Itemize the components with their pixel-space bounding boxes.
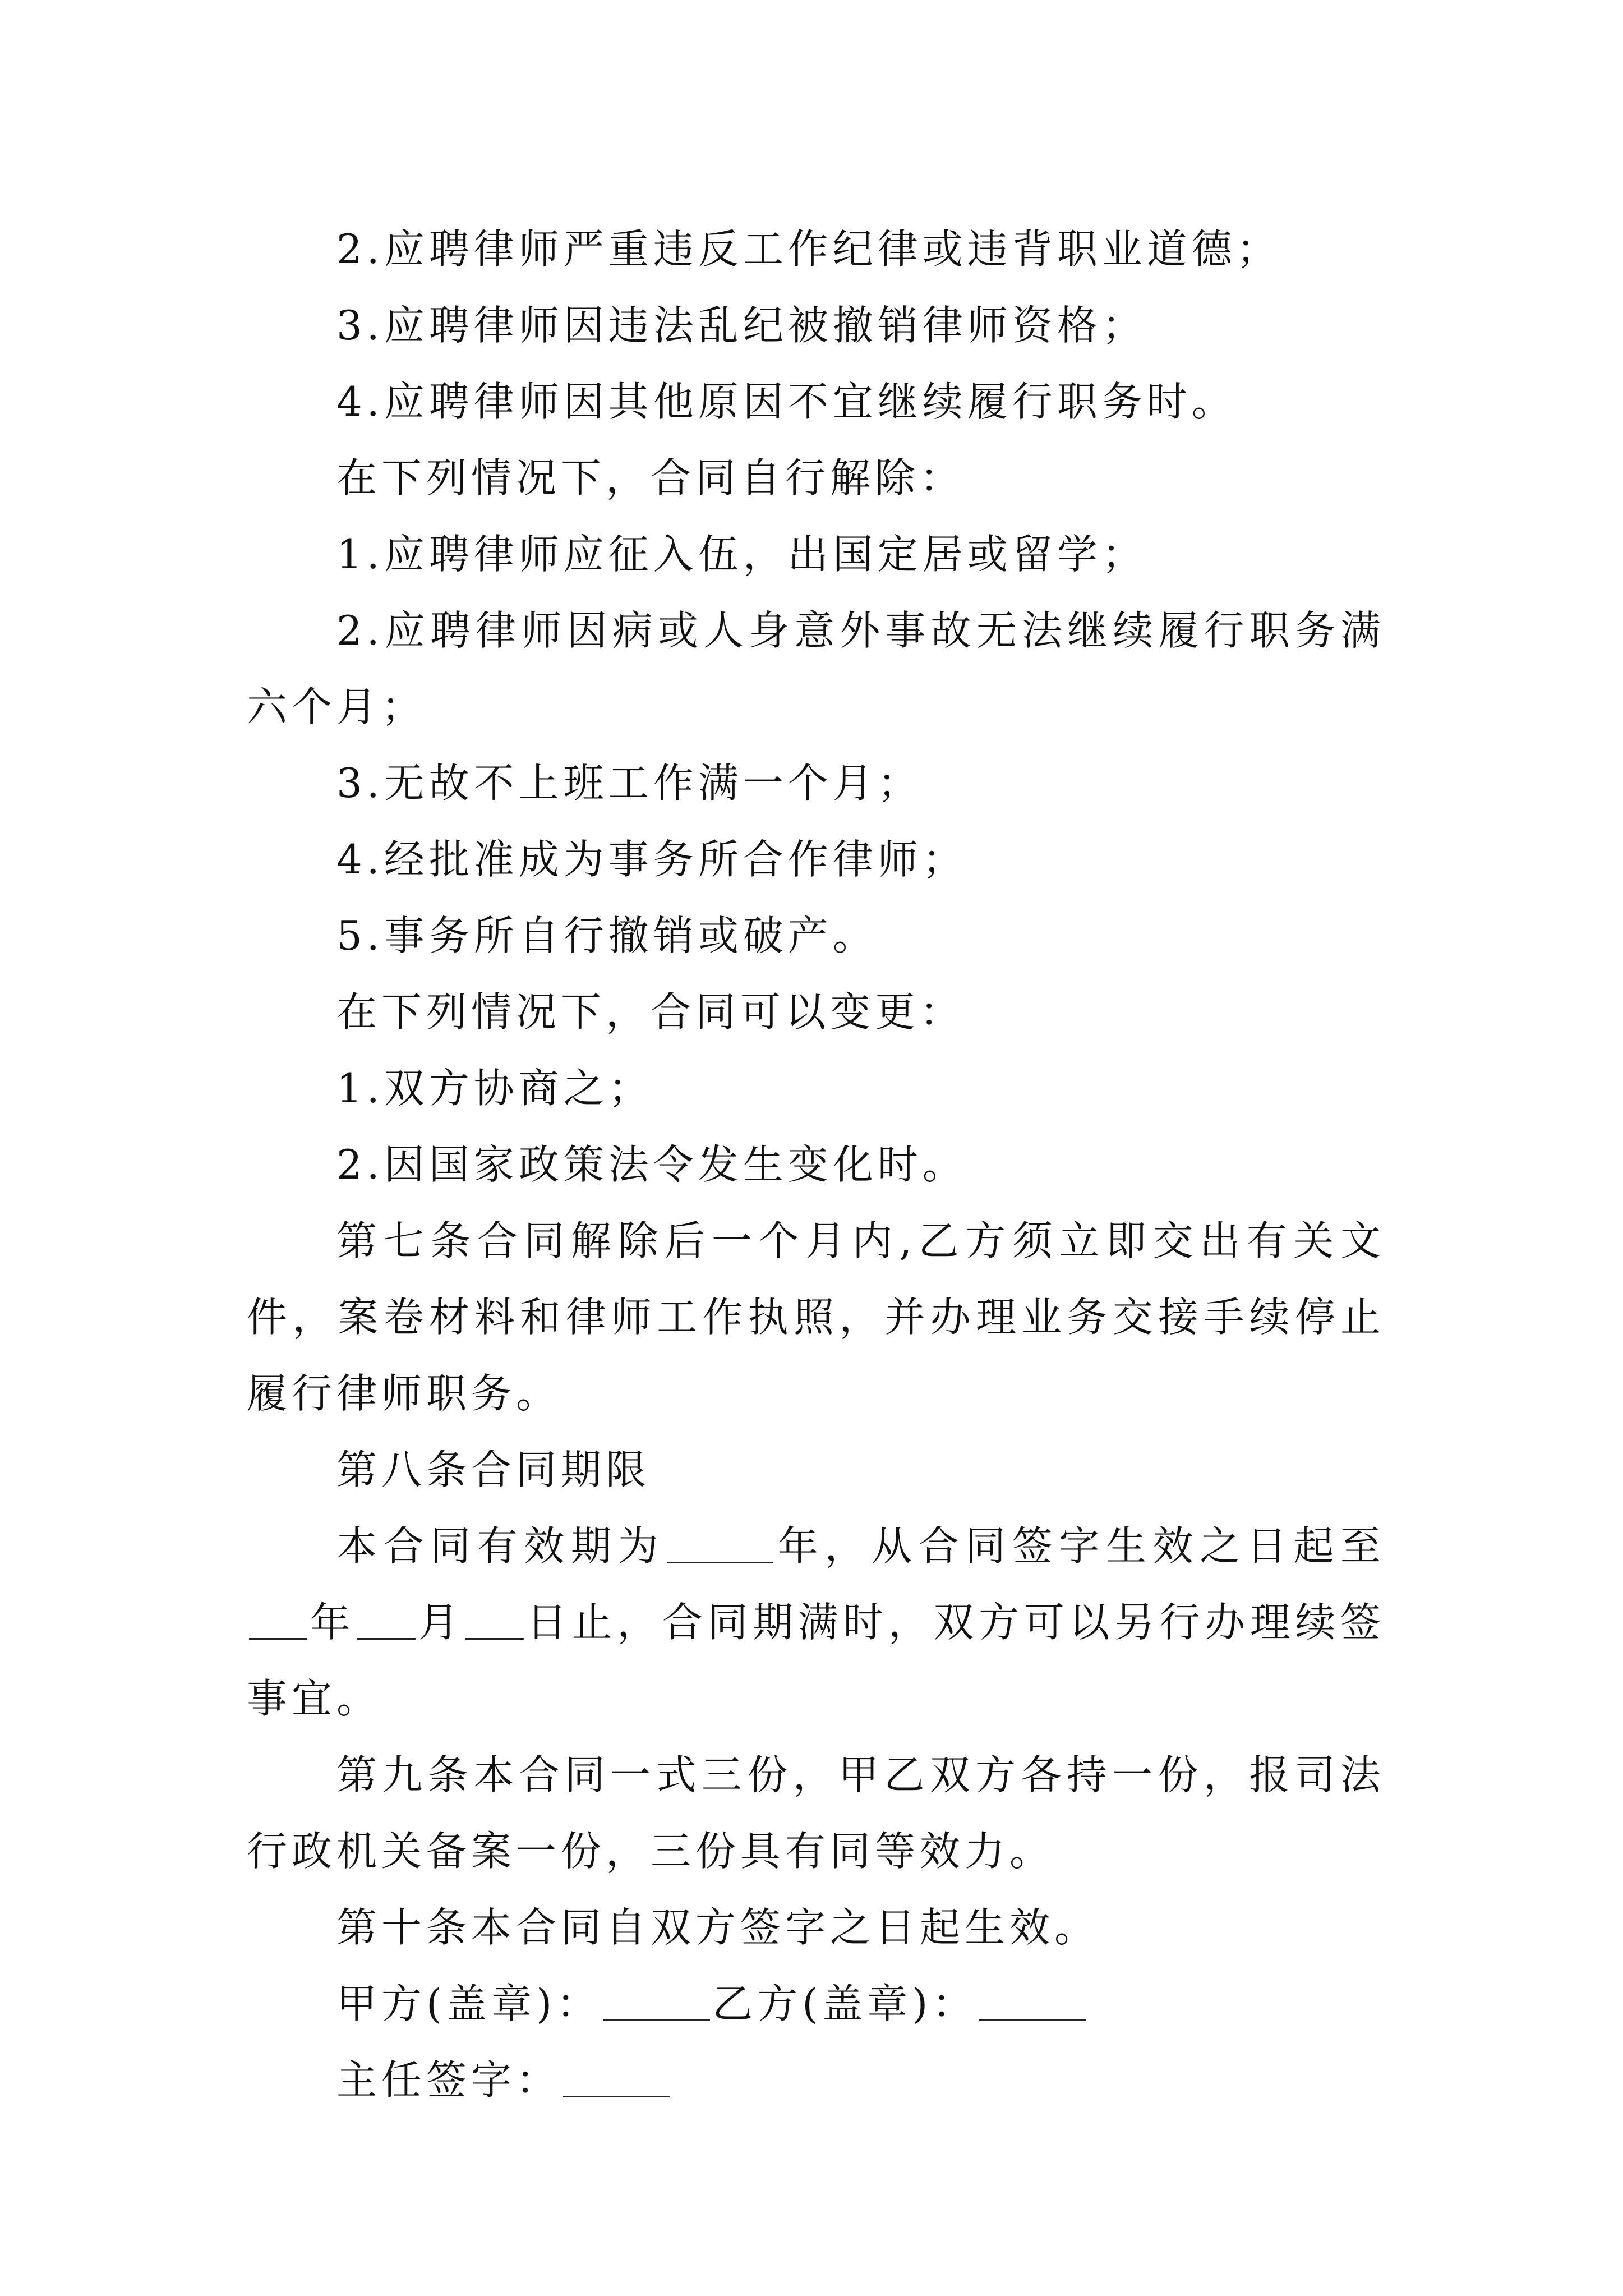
section-heading: 在下列情况下，合同自行解除：	[336, 454, 965, 501]
years-blank	[667, 1522, 773, 1563]
article-eight-heading: 第八条合同期限	[336, 1446, 651, 1493]
clause-item: 1.双方协商之；	[336, 1065, 653, 1112]
clause-item: 2.应聘律师严重违反工作纪律或违背职业道德；	[336, 226, 1281, 273]
term-text-1: 本合同有效期为	[336, 1522, 665, 1570]
party-a-blank	[603, 1980, 710, 2021]
end-month-blank	[357, 1599, 416, 1640]
article-nine: 第九条本合同一式三份，甲乙双方各持一份，报司法行政机关备案一份，三份具有同等效力。	[247, 1751, 1385, 1875]
clause-item: 4.应聘律师因其他原因不宜继续履行职务时。	[336, 378, 1237, 425]
party-signature-line	[247, 1966, 1385, 2042]
clause-item: 4.经批准成为事务所合作律师；	[336, 836, 967, 883]
clause-item: 2.应聘律师因病或人身意外事故无法继续履行职务满六个月；	[247, 607, 1385, 730]
term-text-2: 年，从合同签字生效之日起至	[776, 1522, 1385, 1570]
article-seven: 第七条合同解除后一个月内,乙方须立即交出有关文件，案卷材料和律师工作执照，并办理业务交接手续停止履行律师职务。	[247, 1217, 1385, 1417]
term-text-3: 年	[310, 1599, 356, 1646]
party-b-blank	[979, 1980, 1086, 2021]
clause-item: 3.无故不上班工作满一个月；	[336, 760, 923, 807]
term-text-4: 月	[418, 1599, 464, 1646]
party-a-label: 甲方(盖章)：	[336, 1980, 602, 2027]
end-year-blank	[249, 1599, 307, 1640]
director-label: 主任签字：	[336, 2056, 561, 2104]
clause-item: 2.因国家政策法令发生变化时。	[336, 1141, 967, 1188]
party-b-label: 乙方(盖章)：	[712, 1980, 978, 2027]
end-day-blank	[465, 1599, 524, 1640]
document-body	[247, 211, 1385, 2118]
director-blank	[563, 2056, 670, 2097]
clause-item: 1.应聘律师应征入伍，出国定居或留学；	[336, 531, 1147, 578]
clause-item: 3.应聘律师因违法乱纪被撤销律师资格；	[336, 302, 1147, 349]
term-text-5: 日止，合同期满时，双方可以另行办理续签事宜。	[247, 1599, 1385, 1722]
section-heading: 在下列情况下，合同可以变更：	[336, 988, 965, 1036]
article-ten: 第十条本合同自双方签字之日起生效。	[336, 1904, 1100, 1951]
director-signature-line	[247, 2042, 1385, 2118]
contract-term-paragraph	[247, 1508, 1385, 1737]
clause-item: 5.事务所自行撤销或破产。	[336, 912, 878, 959]
